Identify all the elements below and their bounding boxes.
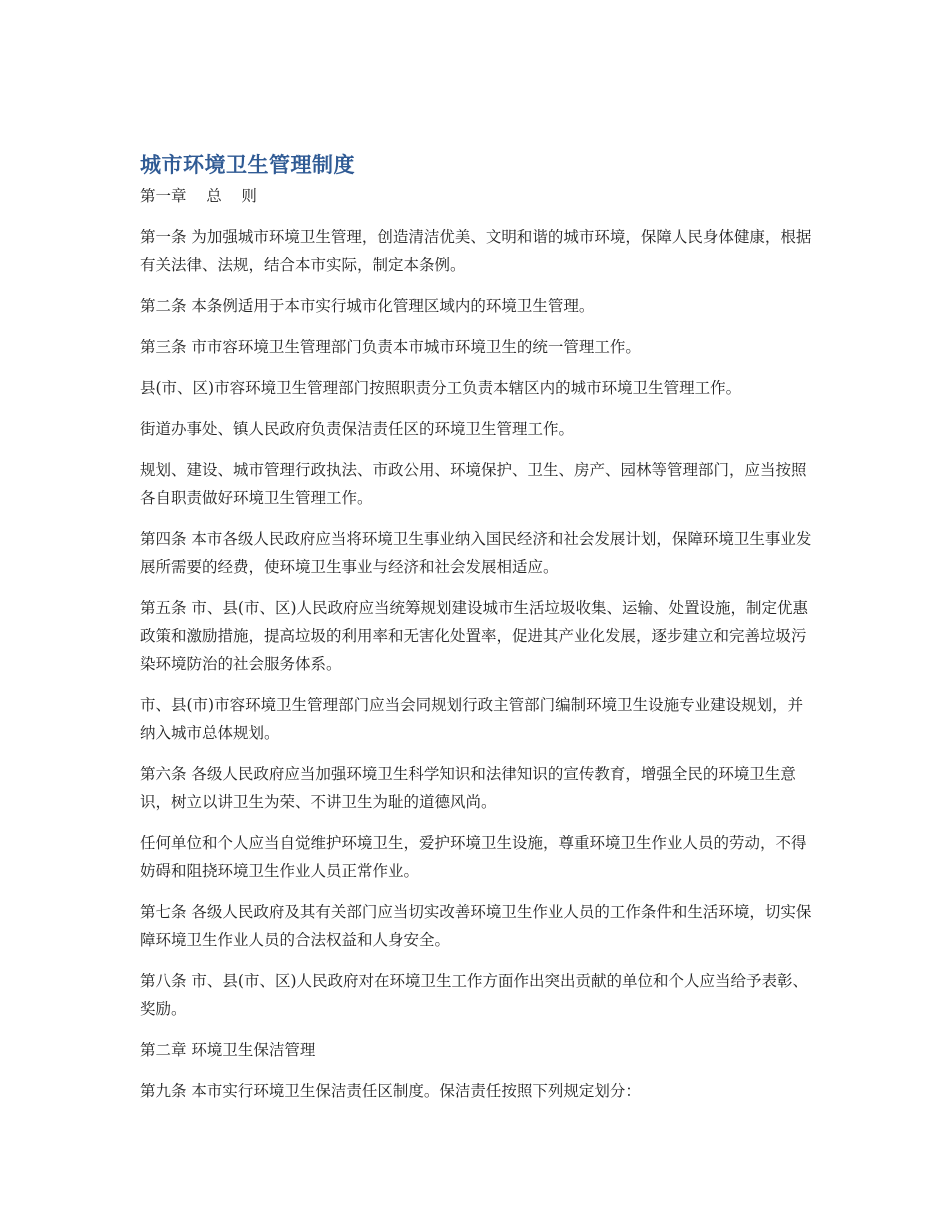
article-paragraph: 第五条 市、县(市、区)人民政府应当统筹规划建设城市生活垃圾收集、运输、处置设施，制定优惠政策和激励措施，提高垃圾的利用率和无害化处置率，促进其产业化发展，逐步建立和完善垃圾污染环境防治的社会服务体系。: [140, 599, 809, 673]
article-paragraph: 市、县(市)市容环境卫生管理部门应当会同规划行政主管部门编制环境卫生设施专业建设规划，并纳入城市总体规划。: [140, 696, 804, 742]
article-paragraph: 第四条 本市各级人民政府应当将环境卫生事业纳入国民经济和社会发展计划，保障环境卫生事业发展所需要的经费，使环境卫生事业与经济和社会发展相适应。: [140, 530, 812, 576]
article-paragraph: 第六条 各级人民政府应当加强环境卫生科学知识和法律知识的宣传教育，增强全民的环境卫生意识，树立以讲卫生为荣、不讲卫生为耻的道德风尚。: [140, 765, 796, 811]
article-paragraph: 第八条 市、县(市、区)人民政府对在环境卫生工作方面作出突出贡献的单位和个人应当给予表彰、奖励。: [140, 972, 809, 1018]
article-paragraph: 县(市、区)市容环境卫生管理部门按照职责分工负责本辖区内的城市环境卫生管理工作。: [140, 379, 742, 397]
article-paragraph: 第九条 本市实行环境卫生保洁责任区制度。保洁责任按照下列规定划分：: [140, 1082, 641, 1100]
chapter-heading: 第二章 环境卫生保洁管理: [140, 1041, 316, 1059]
article-paragraph: 规划、建设、城市管理行政执法、市政公用、环境保护、卫生、房产、园林等管理部门，应当按照各自职责做好环境卫生管理工作。: [140, 461, 807, 507]
article-paragraph: 第一条 为加强城市环境卫生管理，创造清洁优美、文明和谐的城市环境，保障人民身体健康，根据有关法律、法规，结合本市实际，制定本条例。: [140, 228, 812, 274]
article-paragraph: 第三条 市市容环境卫生管理部门负责本市城市环境卫生的统一管理工作。: [140, 338, 641, 356]
document-body: [140, 150, 812, 1105]
document-title: 城市环境卫生管理制度: [140, 153, 355, 177]
article-paragraph: 第七条 各级人民政府及其有关部门应当切实改善环境卫生作业人员的工作条件和生活环境，切实保障环境卫生作业人员的合法权益和人身安全。: [140, 903, 812, 949]
article-paragraph: 第二条 本条例适用于本市实行城市化管理区域内的环境卫生管理。: [140, 297, 595, 315]
article-paragraph: 街道办事处、镇人民政府负责保洁责任区的环境卫生管理工作。: [140, 420, 575, 438]
article-paragraph: 任何单位和个人应当自觉维护环境卫生，爱护环境卫生设施，尊重环境卫生作业人员的劳动，不得妨碍和阻挠环境卫生作业人员正常作业。: [140, 834, 807, 880]
chapter-heading: 第一章 总 则: [140, 187, 257, 205]
